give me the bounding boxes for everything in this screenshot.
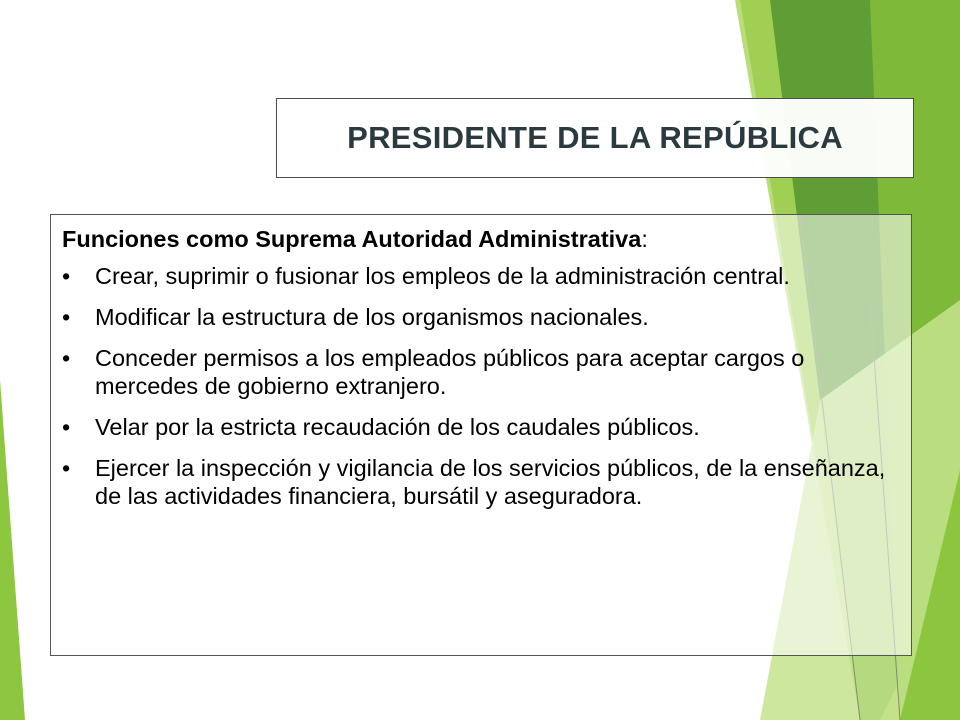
- bullet-icon: •: [62, 304, 71, 330]
- section-heading: [62, 225, 899, 253]
- list-item-text: Conceder permisos a los empleados públicos para aceptar cargos o mercedes de gobierno extranjero.: [95, 345, 805, 399]
- bullet-icon: •: [62, 455, 71, 481]
- list-item-text: Crear, suprimir o fusionar los empleos de la administración central.: [95, 263, 790, 289]
- list-item: [62, 262, 899, 290]
- list-item: [62, 413, 899, 441]
- list-item: [62, 344, 899, 400]
- section-heading-colon: :: [641, 226, 648, 252]
- left-green-wedge: [0, 380, 25, 720]
- list-item: [62, 303, 899, 331]
- section-heading-text: Funciones como Suprema Autoridad Administrativa: [62, 226, 642, 252]
- list-item-text: Ejercer la inspección y vigilancia de los servicios públicos, de la enseñanza, de las actividades financiera, bursátil y aseguradora.: [95, 455, 886, 509]
- list-item-text: Velar por la estricta recaudación de los caudales públicos.: [95, 414, 700, 440]
- title-box: [276, 98, 914, 178]
- page-title: PRESIDENTE DE LA REPÚBLICA: [347, 120, 843, 155]
- list-item-text: Modificar la estructura de los organismos nacionales.: [95, 304, 649, 330]
- bullet-icon: •: [62, 414, 71, 440]
- list-item: [62, 454, 899, 510]
- bullet-icon: •: [62, 345, 71, 371]
- content-box: [50, 214, 912, 656]
- bullet-icon: •: [62, 263, 71, 289]
- functions-list: [62, 262, 899, 510]
